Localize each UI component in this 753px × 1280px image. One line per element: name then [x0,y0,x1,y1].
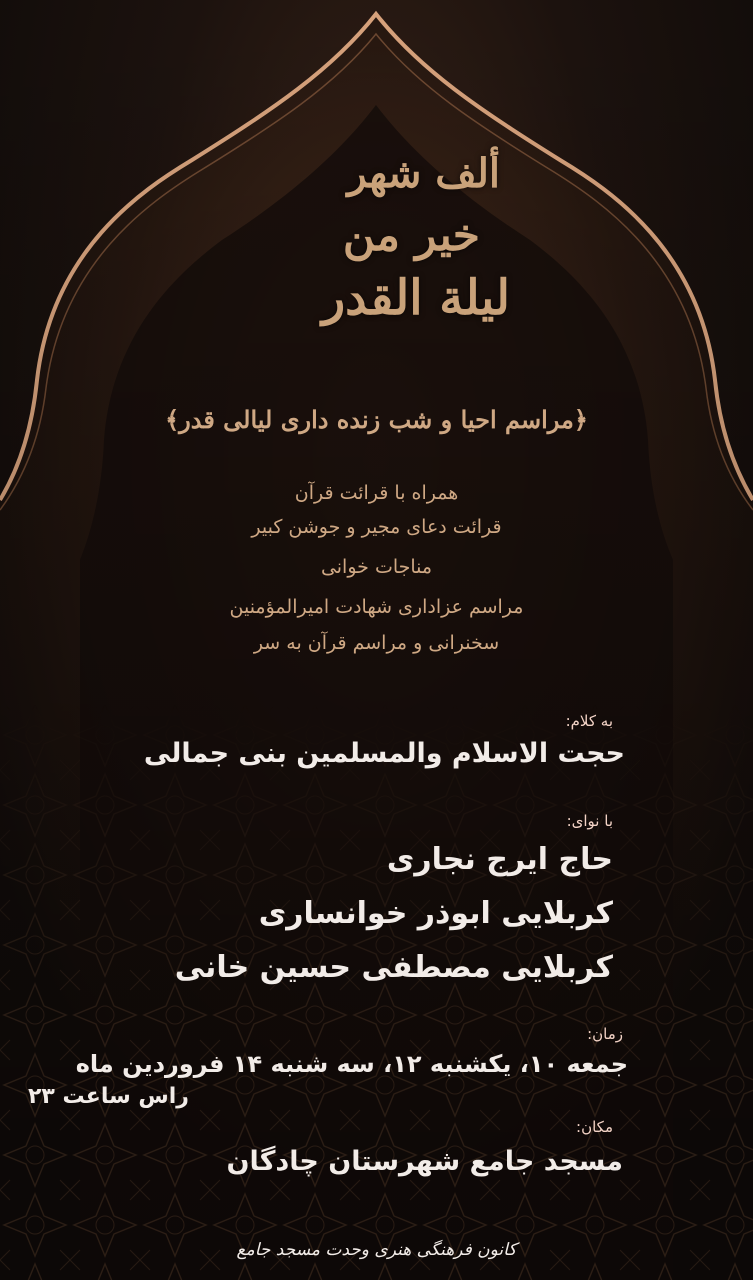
speaker-label: به کلام: [565,712,613,730]
reciter-name: کربلایی مصطفی حسین خانی [174,950,613,985]
calligraphy-title [220,140,520,360]
reciter-name: کربلایی ابوذر خوانساری [258,896,613,931]
time-dates: جمعه ۱۰، یکشنبه ۱۲، سه شنبه ۱۴ فروردین ماه [75,1050,628,1078]
place-label: مکان: [576,1118,613,1136]
ceremony-title: ﴿مراسم احیا و شب زنده داری لیالی قدر﴾ [165,405,588,434]
place-name: مسجد جامع شهرستان چادگان [226,1146,623,1177]
calligraphy-line-2: خیر من [342,210,480,261]
program-item: سخنرانی و مراسم قرآن به سر [253,632,500,654]
program-item: قرائت دعای مجیر و جوشن کبیر [251,516,502,538]
footer-credit: کانون فرهنگی هنری وحدت مسجد جامع [236,1240,517,1260]
speaker-name: حجت الاسلام والمسلمین بنی جمالی [143,738,625,769]
reciters-label: با نوای: [566,812,613,830]
program-item: همراه با قرائت قرآن [294,482,459,504]
calligraphy-line-1: لیلة القدر [321,270,510,326]
time-hour: راس ساعت ۲۳ [28,1084,189,1109]
reciter-name: حاج ایرج نجاری [386,842,613,877]
time-label: زمان: [587,1025,623,1043]
calligraphy-line-3: ألف شهر [347,150,500,197]
program-item: مناجات خوانی [320,556,433,578]
program-item: مراسم عزاداری شهادت امیرالمؤمنین [229,596,524,618]
